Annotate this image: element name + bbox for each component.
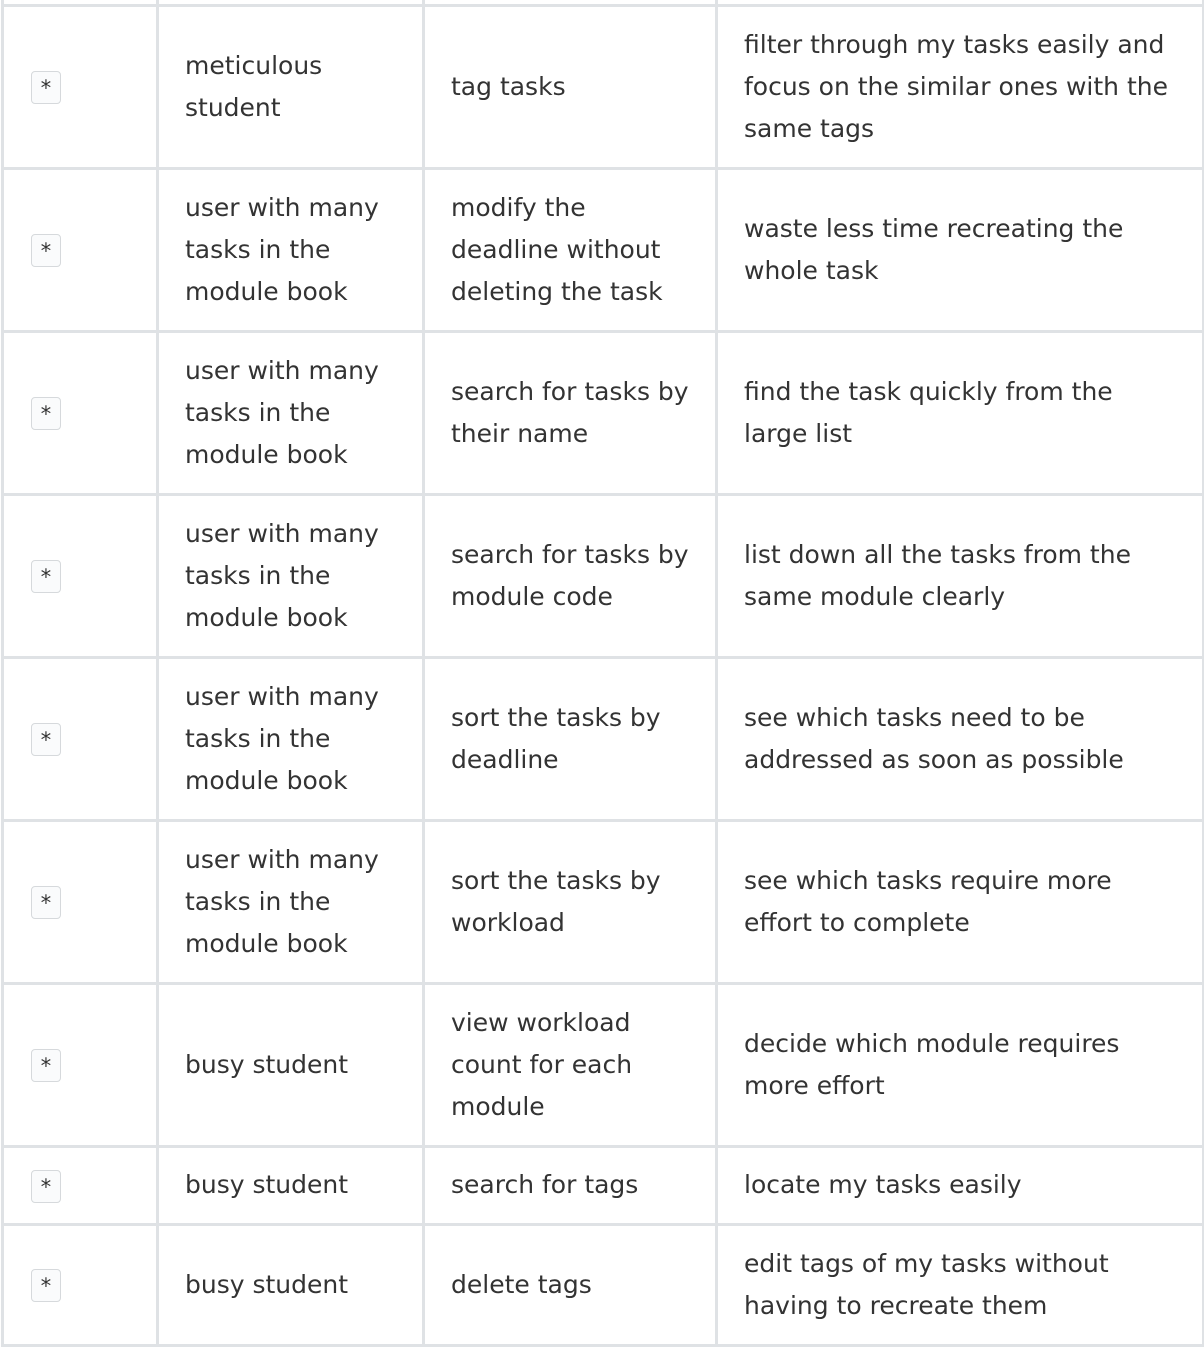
benefit-cell: decide which module requires more effort <box>717 983 1204 1146</box>
table-row <box>3 1224 1204 1345</box>
user-cell: busy student <box>158 1146 424 1224</box>
benefit-cell: see which tasks need to be addressed as soon as possible <box>717 657 1204 820</box>
user-cell: user with many tasks in the module book <box>158 657 424 820</box>
priority-cell <box>3 494 158 657</box>
user-cell: user with many tasks in the module book <box>158 168 424 331</box>
want-cell: search for tasks by module code <box>424 494 717 657</box>
priority-cell <box>3 820 158 983</box>
benefit-cell: list down all the tasks from the same module clearly <box>717 494 1204 657</box>
priority-cell <box>3 983 158 1146</box>
benefit-cell: filter through my tasks easily and focus on the similar ones with the same tags <box>717 5 1204 168</box>
priority-code: * <box>31 723 61 756</box>
user-cell: user with many tasks in the module book <box>158 331 424 494</box>
table-row <box>3 331 1204 494</box>
table-row <box>3 983 1204 1146</box>
priority-cell <box>3 168 158 331</box>
want-cell: sort the tasks by deadline <box>424 657 717 820</box>
table-row <box>3 5 1204 168</box>
table-row <box>3 820 1204 983</box>
priority-code: * <box>31 397 61 430</box>
user-cell: busy student <box>158 1224 424 1345</box>
priority-cell <box>3 331 158 494</box>
want-cell: view workload count for each module <box>424 983 717 1146</box>
benefit-cell: waste less time recreating the whole task <box>717 168 1204 331</box>
table-row <box>3 494 1204 657</box>
priority-code: * <box>31 886 61 919</box>
want-cell: sort the tasks by workload <box>424 820 717 983</box>
table-row <box>3 1146 1204 1224</box>
user-cell: busy student <box>158 983 424 1146</box>
priority-cell <box>3 657 158 820</box>
table-row <box>3 657 1204 820</box>
want-cell: modify the deadline without deleting the task <box>424 168 717 331</box>
user-cell: user with many tasks in the module book <box>158 494 424 657</box>
priority-code: * <box>31 1269 61 1302</box>
benefit-cell: edit tags of my tasks without having to recreate them <box>717 1224 1204 1345</box>
user-stories-table <box>1 0 1204 1347</box>
user-cell: user with many tasks in the module book <box>158 820 424 983</box>
want-cell: delete tags <box>424 1224 717 1345</box>
priority-code: * <box>31 71 61 104</box>
want-cell: search for tags <box>424 1146 717 1224</box>
priority-code: * <box>31 1049 61 1082</box>
priority-code: * <box>31 1170 61 1203</box>
priority-cell <box>3 1224 158 1345</box>
benefit-cell: find the task quickly from the large list <box>717 331 1204 494</box>
priority-cell <box>3 1146 158 1224</box>
user-cell: meticulous student <box>158 5 424 168</box>
want-cell: tag tasks <box>424 5 717 168</box>
priority-code: * <box>31 560 61 593</box>
benefit-cell: see which tasks require more effort to complete <box>717 820 1204 983</box>
table-row <box>3 168 1204 331</box>
benefit-cell: locate my tasks easily <box>717 1146 1204 1224</box>
want-cell: search for tasks by their name <box>424 331 717 494</box>
priority-code: * <box>31 234 61 267</box>
priority-cell <box>3 5 158 168</box>
